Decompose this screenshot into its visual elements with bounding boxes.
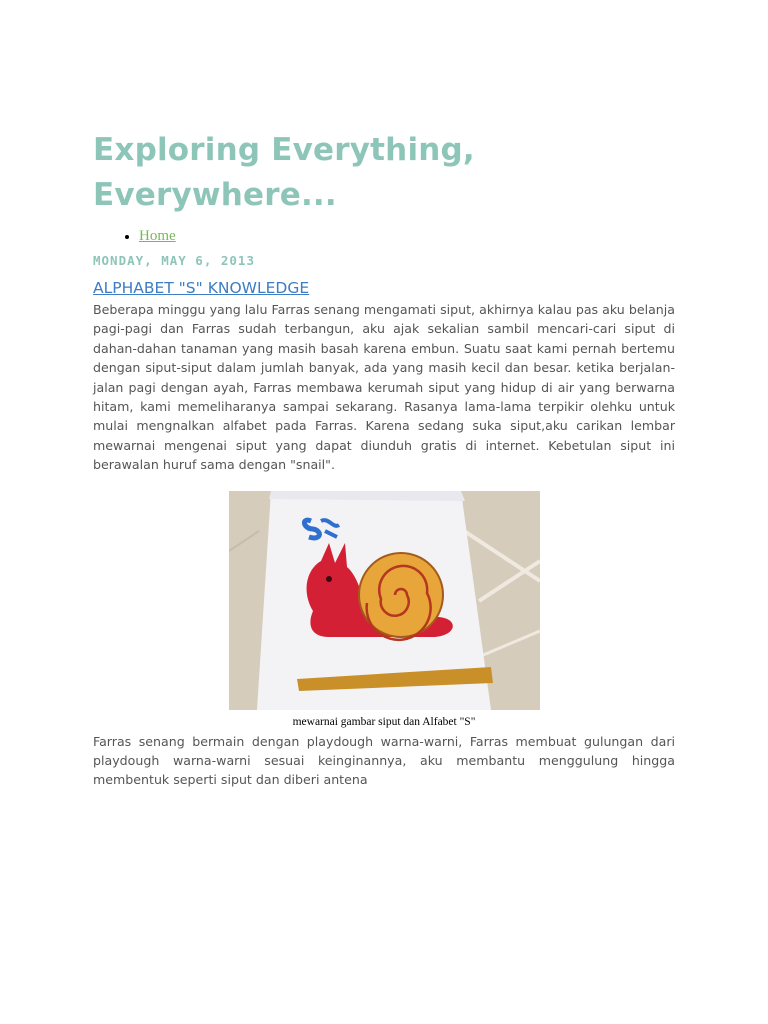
blog-title-line-1: Exploring Everything, xyxy=(93,132,475,168)
blog-page xyxy=(93,128,675,790)
blog-title-line-2: Everywhere... xyxy=(93,177,337,213)
nav-item-home xyxy=(139,228,675,245)
blog-title[interactable] xyxy=(93,128,675,218)
post-date: MONDAY, MAY 6, 2013 xyxy=(93,253,255,268)
nav-menu xyxy=(93,228,675,245)
post-figure xyxy=(93,491,675,728)
post-title-link[interactable]: ALPHABET "S" KNOWLEDGE xyxy=(93,279,310,297)
post-paragraph-1: Beberapa minggu yang lalu Farras senang mengamati siput, akhirnya kalau pas aku belanja pagi-pagi dan Farras sudah terbangun, aku ajak sekalian sambil mencari-cari siput di dahan-dahan tanaman yang masih basah karena embun. Suatu saat kami pernah bertemu dengan siput-siput dalam jumlah banyak, ada yang masih kecil dan besar. ketika berjalan-jalan pagi dengan ayah, Farras membawa kerumah siput yang hidup di air yang berwarna hitam, kami memeliharanya sampai sekarang. Rasanya lama-lama terpikir olehku untuk mulai mengnalkan alfabet pada Farras. Karena sedang suka siput,aku carikan lembar mewarnai mengenai siput yang dapat diunduh gratis di internet. Kebetulan siput ini berawalan huruf sama dengan "snail". xyxy=(93,302,675,473)
post-paragraph-2: Farras senang bermain dengan playdough warna-warni, Farras membuat gulungan dari playdough warna-warni sesuai keinginannya, aku membantu menggulung hingga membentuk seperti siput dan diberi antena xyxy=(93,733,675,788)
home-link[interactable]: Home xyxy=(139,228,176,244)
snail-coloring-photo[interactable] xyxy=(229,491,540,710)
image-caption: mewarnai gambar siput dan Alfabet "S" xyxy=(292,715,476,728)
